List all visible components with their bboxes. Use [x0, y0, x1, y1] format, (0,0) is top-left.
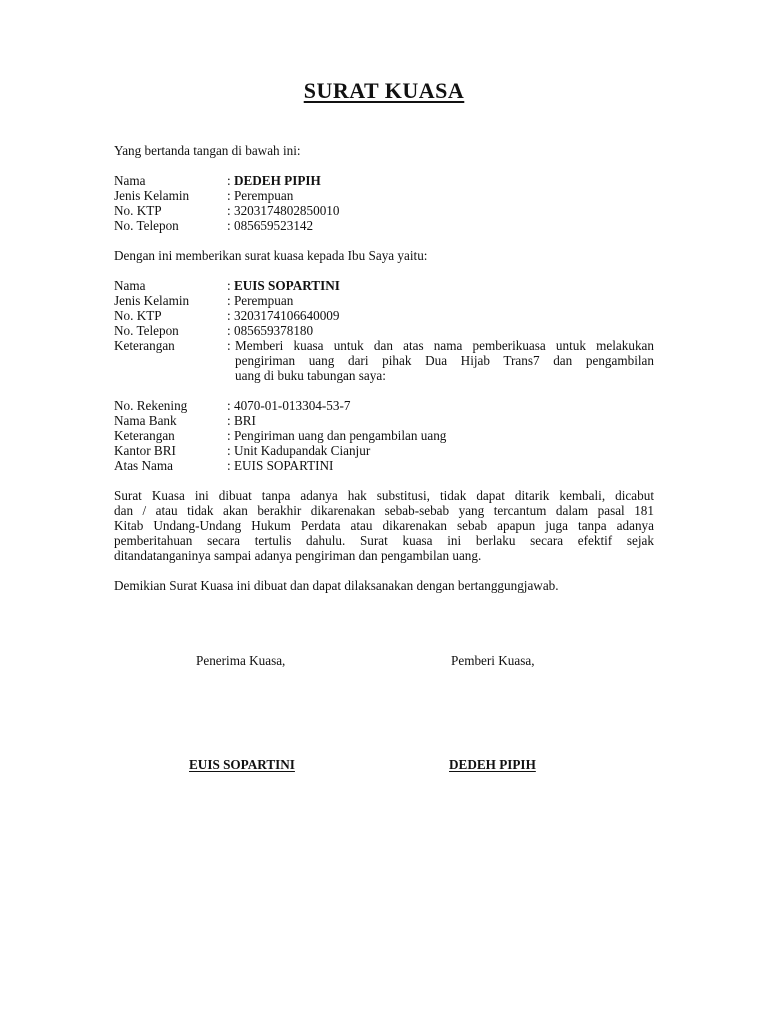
clause-line: dan / atau tidak akan berakhir dikarenakan sebab-sebab yang tercantum dalam pasal 181 — [114, 503, 654, 518]
giver-name: DEDEH PIPIH — [449, 757, 536, 772]
grantor-phone-label: No. Telepon — [114, 218, 179, 233]
intro-text: Yang bertanda tangan di bawah ini: — [114, 143, 301, 158]
grantee-ktp-value: 3203174106640009 — [233, 308, 340, 323]
account-note-value-wrap — [227, 428, 446, 443]
document-title: SURAT KUASA — [303, 78, 465, 103]
grantor-gender-label: Jenis Kelamin — [114, 188, 190, 203]
clause-line: Surat Kuasa ini dibuat tanpa adanya hak substitusi, tidak dapat ditarik kembali, dicabut — [114, 488, 654, 503]
grantee-note-line: Memberi kuasa untuk dan atas nama pemberikuasa untuk melakukan — [235, 338, 654, 353]
grantee-gender-value: Perempuan — [233, 293, 294, 308]
account-holder-label: Atas Nama — [114, 458, 173, 473]
clause-line: ditandatanganinya sampai adanya pengiriman dan pengambilan uang. — [114, 548, 482, 563]
separator: : — [227, 173, 234, 188]
grantor-ktp-value: 3203174802850010 — [233, 203, 340, 218]
bank-name-value: BRI — [233, 413, 256, 428]
grantee-phone-label: No. Telepon — [114, 323, 179, 338]
bank-name-value-wrap — [227, 413, 256, 428]
separator: : — [227, 278, 234, 293]
grantee-name-value: EUIS SOPARTINI — [233, 278, 340, 293]
separator: : — [227, 443, 234, 458]
clause-line: Kitab Undang-Undang Hukum Perdata atau dikarenakan sebab apapun juga tanpa adanya — [114, 518, 654, 533]
grantee-ktp-label: No. KTP — [114, 308, 162, 323]
separator: : — [227, 458, 234, 473]
separator: : — [227, 413, 234, 428]
clause-paragraph — [114, 488, 654, 563]
separator: : — [227, 188, 234, 203]
account-holder-value: EUIS SOPARTINI — [233, 458, 334, 473]
bank-name-label: Nama Bank — [114, 413, 177, 428]
grantee-phone-value: 085659378180 — [233, 323, 314, 338]
grantee-name-value-wrap — [227, 278, 340, 293]
giver-label: Pemberi Kuasa, — [451, 653, 535, 668]
account-note-value: Pengiriman uang dan pengambilan uang — [233, 428, 447, 443]
grantor-ktp-label: No. KTP — [114, 203, 162, 218]
grantee-note-sep: : — [227, 338, 231, 353]
bank-office-value-wrap — [227, 443, 370, 458]
separator: : — [227, 398, 234, 413]
separator: : — [227, 293, 234, 308]
account-number-value: 4070-01-013304-53-7 — [233, 398, 351, 413]
account-note-label: Keterangan — [114, 428, 175, 443]
grantee-note-text — [235, 338, 654, 383]
grantor-name-label: Nama — [114, 173, 146, 188]
grantor-phone-value-wrap — [227, 218, 313, 233]
grantee-gender-value-wrap — [227, 293, 293, 308]
grantor-gender-value: Perempuan — [233, 188, 294, 203]
separator: : — [227, 428, 234, 443]
grantor-phone-value: 085659523142 — [233, 218, 314, 233]
separator: : — [227, 308, 234, 323]
grantee-note-line: uang di buku tabungan saya: — [235, 368, 386, 383]
transfer-statement: Dengan ini memberikan surat kuasa kepada Ibu Saya yaitu: — [114, 248, 428, 263]
grantee-gender-label: Jenis Kelamin — [114, 293, 190, 308]
bank-office-value: Unit Kadupandak Cianjur — [233, 443, 371, 458]
grantor-gender-value-wrap — [227, 188, 293, 203]
grantor-name-value-wrap — [227, 173, 321, 188]
grantee-ktp-value-wrap — [227, 308, 339, 323]
closing-statement: Demikian Surat Kuasa ini dibuat dan dapat dilaksanakan dengan bertanggungjawab. — [114, 578, 559, 593]
clause-line: pemberitahuan secara tertulis dahulu. Surat kuasa ini berlaku secara efektif sejak — [114, 533, 654, 548]
grantor-name-value: DEDEH PIPIH — [233, 173, 321, 188]
grantee-phone-value-wrap — [227, 323, 313, 338]
account-number-value-wrap — [227, 398, 350, 413]
grantor-ktp-value-wrap — [227, 203, 339, 218]
separator: : — [227, 203, 234, 218]
receiver-label: Penerima Kuasa, — [196, 653, 286, 668]
account-holder-value-wrap — [227, 458, 333, 473]
bank-office-label: Kantor BRI — [114, 443, 176, 458]
grantee-name-label: Nama — [114, 278, 146, 293]
separator: : — [227, 323, 234, 338]
separator: : — [227, 218, 234, 233]
grantee-note-label: Keterangan — [114, 338, 175, 353]
grantee-note-line: pengiriman uang dari pihak Dua Hijab Trans7 dan pengambilan — [235, 353, 654, 368]
receiver-name: EUIS SOPARTINI — [189, 757, 295, 772]
account-number-label: No. Rekening — [114, 398, 188, 413]
